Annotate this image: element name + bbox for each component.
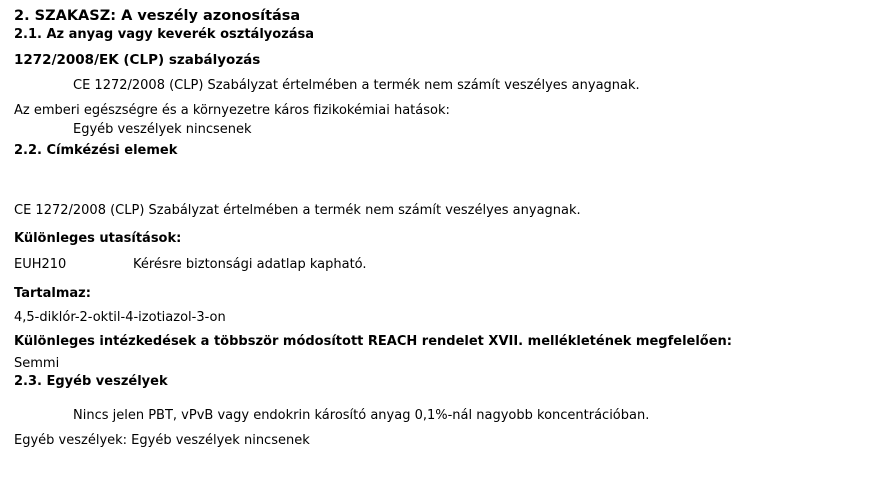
clp-regulation-heading: 1272/2008/EK (CLP) szabályozás [14, 52, 261, 68]
clp-classification-statement: CE 1272/2008 (CLP) Szabályzat értelmében a termék nem számít veszélyes anyagnak. [73, 78, 640, 93]
physicochemical-effects-value: Egyéb veszélyek nincsenek [73, 122, 252, 137]
section-2-heading: 2. SZAKASZ: A veszély azonosítása [14, 8, 301, 24]
pbt-statement: Nincs jelen PBT, vPvB vagy endokrin károsító anyag 0,1%-nál nagyobb koncentrációban. [73, 408, 650, 423]
contains-substance: 4,5-diklór-2-oktil-4-izotiazol-3-on [14, 310, 226, 325]
other-hazards-statement: Egyéb veszélyek: Egyéb veszélyek nincsenek [14, 433, 310, 448]
subsection-2-3-heading: 2.3. Egyéb veszélyek [14, 374, 168, 389]
euh-code: EUH210 [14, 257, 67, 272]
euh-statement-row [0, 257, 895, 275]
subsection-2-1-heading: 2.1. Az anyag vagy keverék osztályozása [14, 27, 315, 42]
reach-measures-heading: Különleges intézkedések a többször módosított REACH rendelet XVII. mellékletének megfelelően: [14, 334, 733, 349]
contains-heading: Tartalmaz: [14, 286, 91, 301]
subsection-2-2-heading: 2.2. Címkézési elemek [14, 143, 178, 158]
physicochemical-effects-label: Az emberi egészségre és a környezetre káros fizikokémiai hatások: [14, 103, 450, 118]
clp-labelling-statement: CE 1272/2008 (CLP) Szabályzat értelmében a termék nem számít veszélyes anyagnak. [14, 203, 581, 218]
reach-measures-value: Semmi [14, 356, 60, 371]
special-instructions-heading: Különleges utasítások: [14, 231, 182, 246]
euh-description: Kérésre biztonsági adatlap kapható. [133, 257, 367, 272]
